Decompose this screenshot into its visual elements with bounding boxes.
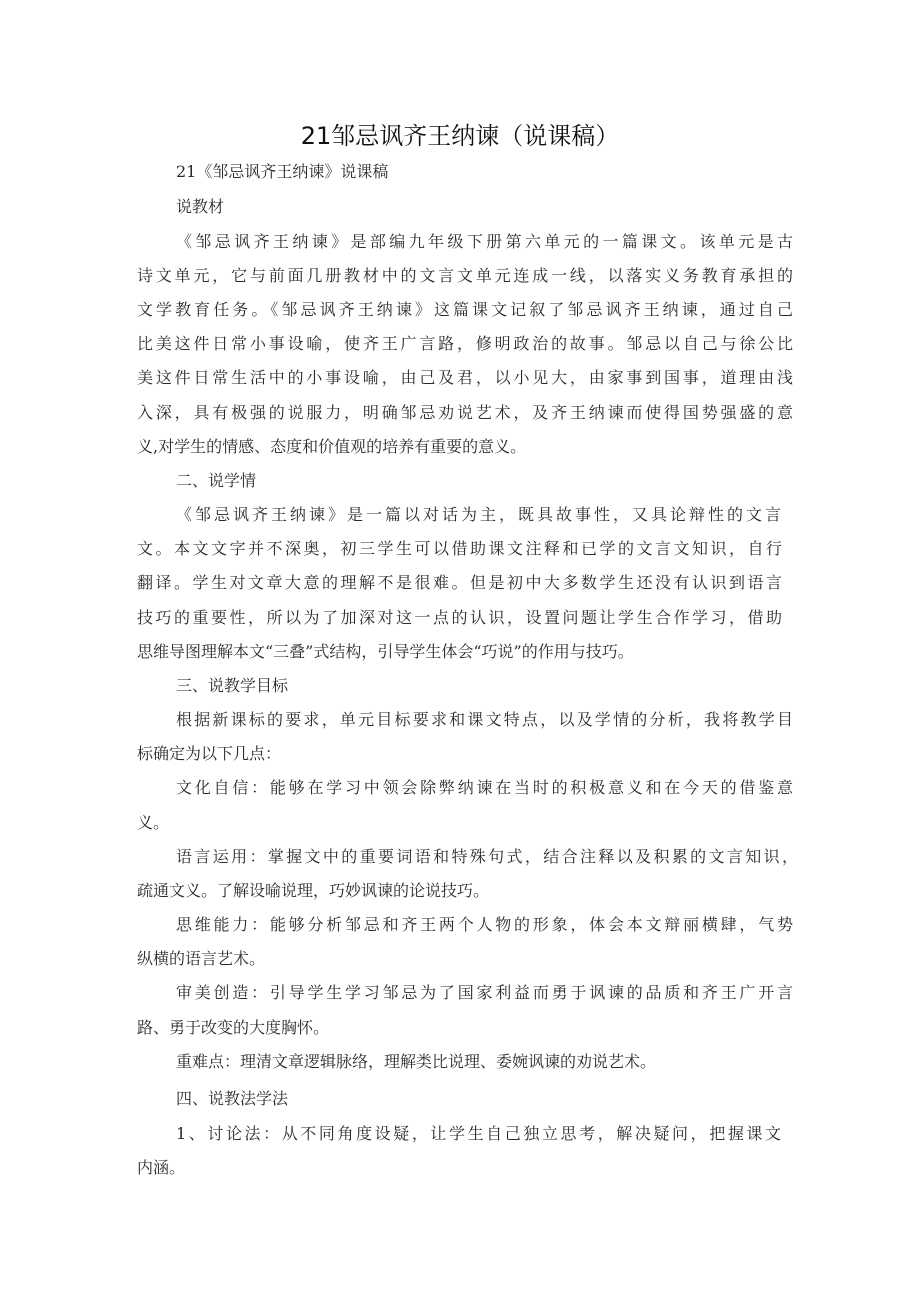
- subtitle: 21《邹忌讽齐王纳谏》说课稿: [176, 162, 389, 181]
- paragraph-line: 思维导图理解本文“三叠”式结构，引导学生体会“巧说”的作用与技巧。: [137, 642, 634, 661]
- paragraph-line: 思维能力：能够分析邹忌和齐王两个人物的形象，体会本文辩丽横肆，气势: [176, 915, 793, 934]
- section-heading: 二、说学情: [176, 471, 257, 490]
- paragraph-line: 审美创造：引导学生学习邹忌为了国家利益而勇于讽谏的品质和齐王广开言: [176, 983, 793, 1002]
- paragraph-line: 文化自信：能够在学习中领会除弊纳谏在当时的积极意义和在今天的借鉴意: [176, 778, 793, 797]
- paragraph-line: 技巧的重要性，所以为了加深对这一点的认识，设置问题让学生合作学习，借助: [137, 608, 782, 627]
- paragraph-line: 内涵。: [137, 1158, 186, 1177]
- section-heading: 三、说教学目标: [176, 676, 289, 695]
- paragraph-line: 美这件日常生活中的小事设喻，由己及君，以小见大，由家事到国事，道理由浅: [137, 368, 793, 387]
- paragraph-line: 疏通文义。了解设喻说理，巧妙讽谏的论说技巧。: [137, 881, 490, 900]
- paragraph-line: 1、讨论法：从不同角度设疑，让学生自己独立思考，解决疑问，把握课文: [176, 1124, 781, 1143]
- paragraph-line: 重难点：理清文章逻辑脉络，理解类比说理、委婉讽谏的劝说艺术。: [176, 1052, 657, 1071]
- paragraph-line: 文学教育任务。《邹忌讽齐王纳谏》这篇课文记叙了邹忌讽齐王纳谏，通过自己: [137, 300, 793, 319]
- paragraph-line: 路、勇于改变的大度胸怀。: [137, 1018, 330, 1037]
- paragraph-line: 标确定为以下几点：: [137, 744, 282, 763]
- paragraph-line: 诗文单元，它与前面几册教材中的文言文单元连成一线，以落实义务教育承担的: [137, 266, 793, 285]
- paragraph-line: 义,对学生的情感、态度和价值观的培养有重要的意义。: [137, 437, 527, 456]
- paragraph-line: 比美这件日常小事设喻，使齐王广言路，修明政治的故事。邹忌以自己与徐公比: [137, 334, 793, 353]
- paragraph-line: 翻译。学生对文章大意的理解不是很难。但是初中大多数学生还没有认识到语言: [137, 573, 782, 592]
- paragraph-line: 纵横的语言艺术。: [137, 949, 266, 968]
- section-heading: 四、说教法学法: [176, 1089, 289, 1108]
- paragraph-line: 根据新课标的要求，单元目标要求和课文特点，以及学情的分析，我将教学目: [176, 710, 793, 729]
- section-heading: 说教材: [176, 197, 225, 216]
- document-title: 21邹忌讽齐王纳谏（说课稿）: [300, 122, 620, 150]
- paragraph-line: 文。本文文字并不深奥，初三学生可以借助课文注释和已学的文言文知识，自行: [137, 539, 782, 558]
- paragraph-line: 语言运用：掌握文中的重要词语和特殊句式，结合注释以及积累的文言知识，: [176, 847, 798, 866]
- paragraph-line: 入深，具有极强的说服力，明确邹忌劝说艺术，及齐王纳谏而使得国势强盛的意: [137, 403, 793, 422]
- paragraph-line: 《邹忌讽齐王纳谏》是一篇以对话为主，既具故事性，又具论辩性的文言: [176, 505, 781, 524]
- paragraph-line: 义。: [137, 813, 170, 832]
- paragraph-line: 《邹忌讽齐王纳谏》是部编九年级下册第六单元的一篇课文。该单元是古: [176, 232, 793, 251]
